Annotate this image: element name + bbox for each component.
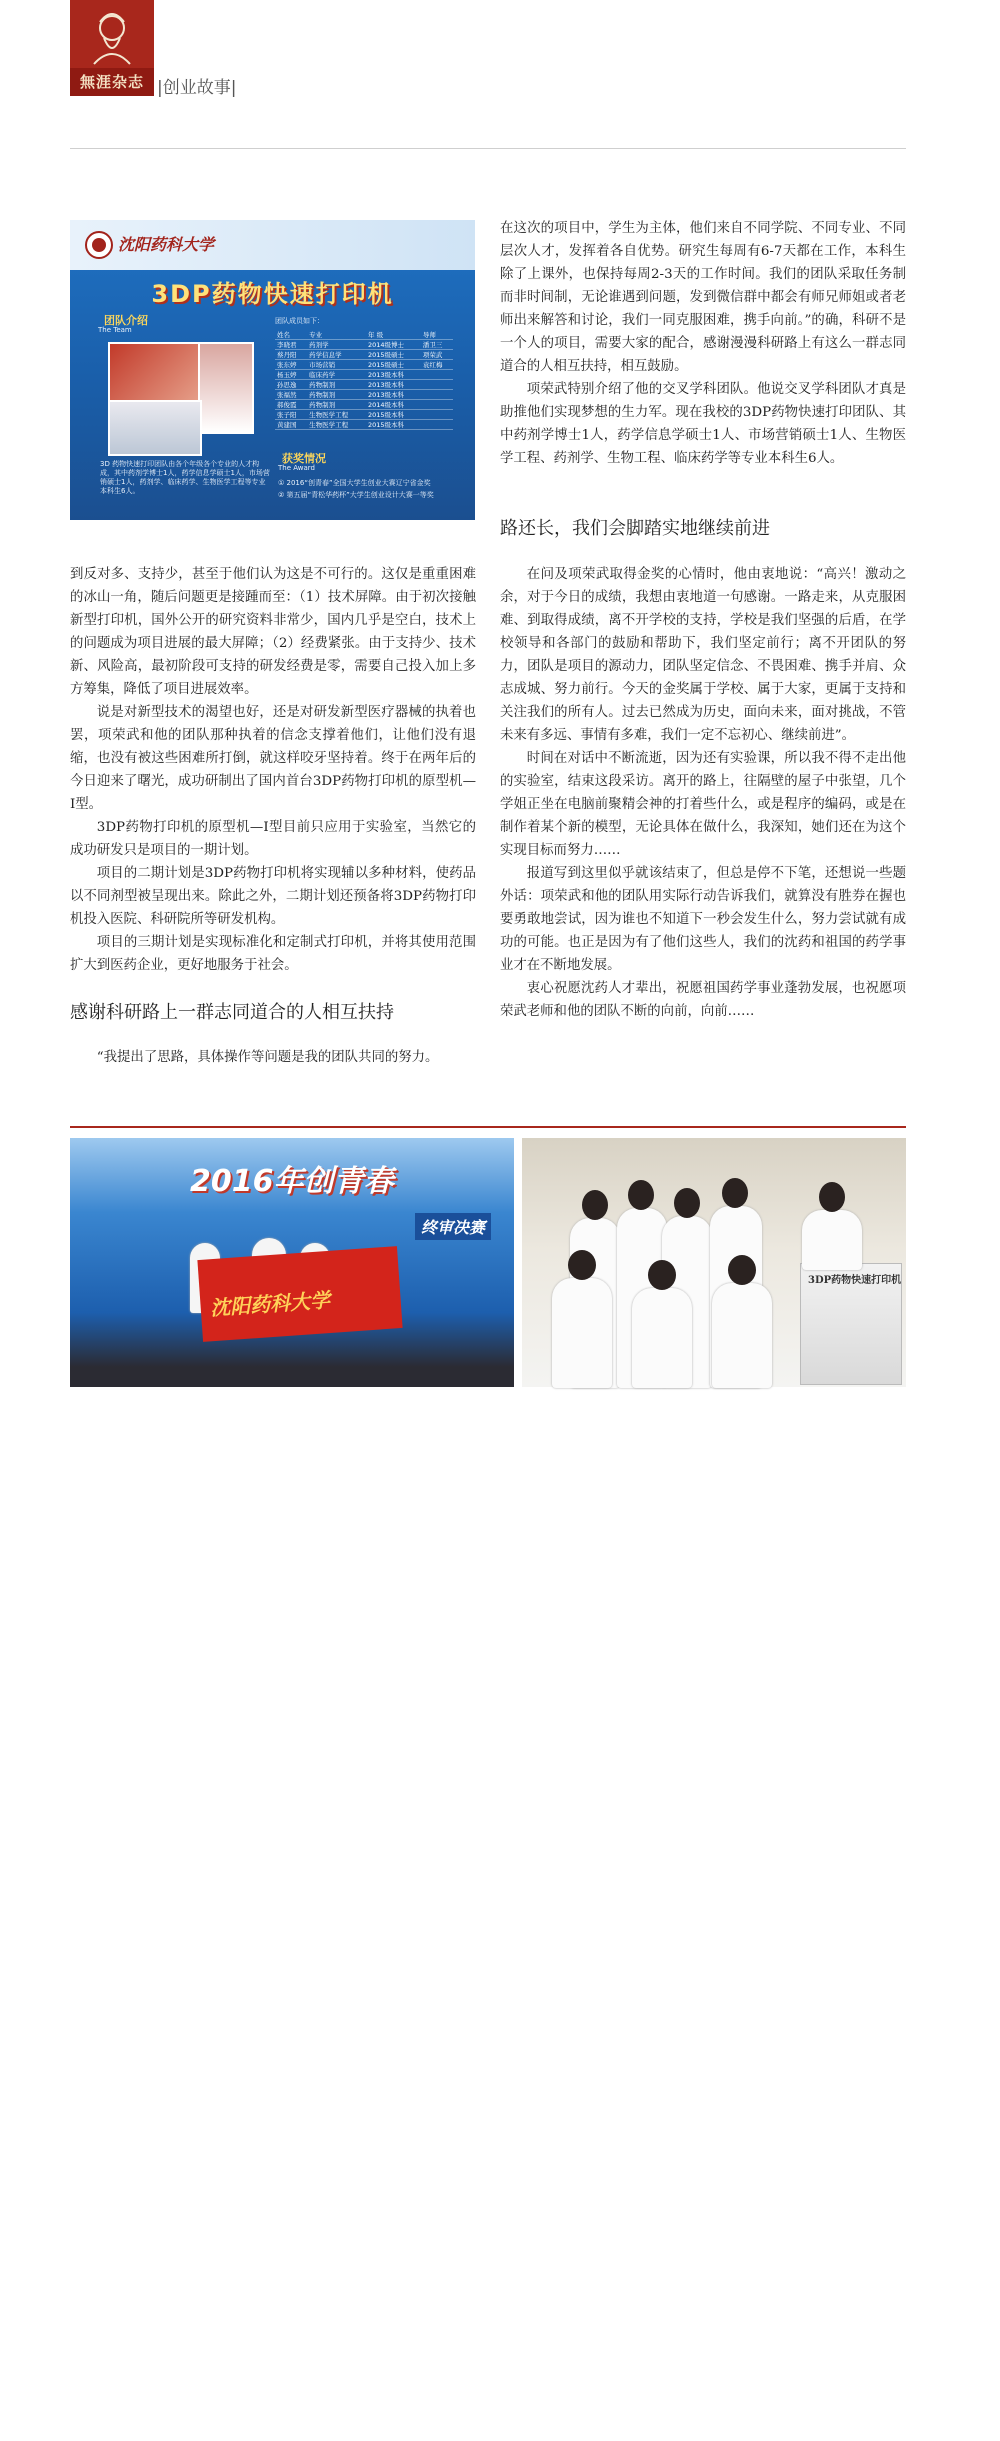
table-cell: 张子阳 bbox=[275, 410, 307, 420]
paragraph: 说是对新型技术的渴望也好，还是对研发新型医疗器械的执着也罢，项荣武和他的团队那种执着的信念支撑着他们，让他们没有退缩，也没有被这些困难所打倒，就这样咬牙坚持着。终于在两年后的今日迎来了曙光，成功研制出了国内首台3DP药物打印机的原型机—I型。 bbox=[70, 705, 476, 812]
team-photo bbox=[522, 1138, 906, 1387]
table-cell: 2013级本科 bbox=[366, 380, 421, 390]
table-row bbox=[275, 360, 453, 370]
table-cell: 项荣武 bbox=[421, 350, 453, 360]
table-cell: 张福然 bbox=[275, 390, 307, 400]
poster-award-heading-en: The Award bbox=[278, 464, 315, 472]
event-title: 2016年创青春 bbox=[190, 1164, 394, 1199]
table-row bbox=[275, 390, 453, 400]
bottom-divider bbox=[70, 1126, 906, 1128]
table-cell bbox=[421, 380, 453, 390]
table-cell: 孙思逸 bbox=[275, 380, 307, 390]
table-cell bbox=[421, 390, 453, 400]
poster-award-1: ① 2016“创青春”全国大学生创业大赛辽宁省金奖 bbox=[278, 479, 431, 487]
table-cell: 临床药学 bbox=[307, 370, 366, 380]
paragraph: 项荣武特别介绍了他的交叉学科团队。他说交叉学科团队才真是助推他们实现梦想的生力军。现在我校的3DP药物快速打印团队、其中药剂学博士1人，药学信息学硕士1人、市场营销硕士1人、生物医学工程、药剂学、生物工程、临床药学等专业本科生6人。 bbox=[500, 382, 906, 466]
table-cell bbox=[421, 400, 453, 410]
table-row bbox=[275, 410, 453, 420]
section-heading: 感谢科研路上一群志同道合的人相互扶持 bbox=[70, 1002, 394, 1023]
scholar-portrait-icon bbox=[88, 8, 136, 64]
table-cell: 2015级本科 bbox=[366, 410, 421, 420]
paragraph: 项目的三期计划是实现标准化和定制式打印机，并将其使用范围扩大到医药企业，更好地服务于社会。 bbox=[70, 935, 476, 973]
table-row bbox=[275, 400, 453, 410]
table-cell: 药剂学 bbox=[307, 340, 366, 350]
team-poster bbox=[70, 220, 475, 520]
header-divider bbox=[70, 148, 906, 149]
table-cell: 市场营销 bbox=[307, 360, 366, 370]
paragraph: 报道写到这里似乎就该结束了，但总是停不下笔，还想说一些题外话：项荣武和他的团队用实际行动告诉我们，就算没有胜券在握也要勇敢地尝试，因为谁也不知道下一秒会发生什么，努力尝试就有成功的可能。也正是因为有了他们这些人，我们的沈药和祖国的药学事业才在不断地发展。 bbox=[500, 866, 906, 973]
table-cell: 2015级硕士 bbox=[366, 350, 421, 360]
page-number: 42 bbox=[142, 2423, 162, 2441]
table-cell: 张东婷 bbox=[275, 360, 307, 370]
right-column bbox=[500, 563, 906, 1023]
poster-title: 3DP药物快速打印机 bbox=[151, 280, 394, 308]
table-cell: 潘卫三 bbox=[421, 340, 453, 350]
table-cell: 2015级本科 bbox=[366, 420, 421, 430]
logo-text: 無涯杂志 bbox=[79, 73, 144, 91]
table-row bbox=[275, 350, 453, 360]
poster-member-table bbox=[275, 330, 453, 430]
poster-team-heading: 团队介绍 bbox=[104, 314, 148, 327]
table-cell: 药学信息学 bbox=[307, 350, 366, 360]
person-head bbox=[628, 1180, 654, 1210]
quote-paragraph bbox=[70, 1046, 476, 1069]
competition-photo bbox=[70, 1138, 514, 2441]
table-cell: 袁红梅 bbox=[421, 360, 453, 370]
table-cell: 2015级硕士 bbox=[366, 360, 421, 370]
paragraph: 在问及项荣武取得金奖的心情时，他由衷地说：“高兴！激动之余，对于今日的成绩，我想由衷地道一句感谢。一路走来，从克服困难、到取得成绩，离不开学校的支持，学校是我们坚强的后盾，在学校领导和各部门的鼓励和帮助下，我们坚定前行；离不开团队的努力，团队是项目的源动力，团队坚定信念、不畏困难、携手并肩、众志成城、努力前行。今天的金奖属于学校、属于大家，更属于支持和关注我们的所有人。过去已然成为历史，面向未来，面对挑战，不管未来有多远、事情有多难，我们一定不忘初心、继续前进”。 bbox=[500, 567, 906, 743]
table-header-row bbox=[275, 330, 453, 340]
poster-members-heading: 团队成员如下： bbox=[275, 317, 324, 325]
person-head bbox=[674, 1188, 700, 1218]
person-head bbox=[728, 1255, 756, 1285]
table-row bbox=[275, 380, 453, 390]
paragraph: 在这次的项目中，学生为主体，他们来自不同学院、不同专业、不同层次人才，发挥着各自优势。研究生每周有6-7天都在工作，本科生除了上课外，也保持每周2-3天的工作时间。我们的团队采取任务制而非时间制，无论谁遇到问题，发到微信群中都会有师兄师姐或者老师出来解答和讨论，我们一同克服困难，携手向前。”的确，科研不是一个人的项目，需要大家的配合，感谢漫漫科研路上有这么一群志同道合的人相互扶持，相互鼓励。 bbox=[500, 221, 906, 374]
table-header: 姓名 bbox=[275, 330, 307, 340]
university-seal-icon bbox=[84, 230, 114, 260]
person bbox=[632, 1288, 692, 1388]
table-cell: 2014级本科 bbox=[366, 400, 421, 410]
table-cell: 杨玉婷 bbox=[275, 370, 307, 380]
table-cell: 生物医学工程 bbox=[307, 410, 366, 420]
table-cell: 郝俊霞 bbox=[275, 400, 307, 410]
paragraph: 3DP药物打印机的原型机—I型目前只应用于实验室，当然它的成功研发只是项目的一期计划。 bbox=[70, 820, 476, 858]
paragraph: 到反对多、支持少，甚至于他们认为这是不可行的。这仅是重重困难的冰山一角，随后问题更是接踵而至：（1）技术屏障。由于初次接触新型打印机，国外公开的研究资料非常少，国内几乎是空白，技术上的问题成为项目进展的最大屏障；（2）经费紧张。由于支持少、技术新、风险高，最初阶段可支持的研发经费是零，需要自己投入加上多方筹集，降低了项目进展效率。 bbox=[70, 567, 476, 697]
person-head bbox=[568, 1250, 596, 1280]
paragraph: 项目的二期计划是3DP药物打印机将实现辅以多种材料，使药品以不同剂型被呈现出来。除此之外，二期计划还预备将3DP药物打印机投入医院、科研院所等研发机构。 bbox=[70, 866, 476, 927]
banner-text: 沈阳药科大学 bbox=[209, 1287, 331, 1321]
table-cell: 药物制剂 bbox=[307, 390, 366, 400]
table-row bbox=[275, 340, 453, 350]
section-heading: 路还长，我们会脚踏实地继续前进 bbox=[500, 518, 770, 539]
table-row bbox=[275, 420, 453, 430]
right-column-top bbox=[500, 217, 906, 470]
section-label: |创业故事| bbox=[157, 78, 237, 98]
table-header: 年 级 bbox=[366, 330, 421, 340]
table-cell bbox=[421, 420, 453, 430]
poster-award-2: ② 第五届“青松华药杯”大学生创业设计大赛一等奖 bbox=[278, 491, 434, 499]
person bbox=[712, 1283, 772, 1388]
event-subtitle: 终审决赛 bbox=[415, 1213, 491, 1240]
table-cell bbox=[421, 410, 453, 420]
table-row bbox=[275, 370, 453, 380]
poster-school: 沈阳药科大学 bbox=[118, 235, 215, 254]
table-cell: 2013级本科 bbox=[366, 390, 421, 400]
paragraph: 衷心祝愿沈药人才辈出，祝愿祖国药学事业蓬勃发展，也祝愿项荣武老师和他的团队不断的向前，向前…… bbox=[500, 981, 906, 1019]
person bbox=[552, 1278, 612, 1388]
section-name: 创业故事 bbox=[162, 78, 231, 98]
poster-photo-lab bbox=[108, 342, 200, 406]
person-head bbox=[722, 1178, 748, 1208]
machine-label: 3DP药物快速打印机 bbox=[808, 1275, 902, 1286]
table-cell: 蔡丹阳 bbox=[275, 350, 307, 360]
poster-team-heading-en: The Team bbox=[98, 326, 132, 334]
paragraph: “我提出了思路，具体操作等问题是我的团队共同的努力。 bbox=[96, 1050, 439, 1065]
table-cell: 2014级博士 bbox=[366, 340, 421, 350]
person-head bbox=[648, 1260, 676, 1290]
magazine-logo bbox=[70, 0, 154, 96]
table-cell: 2013级本科 bbox=[366, 370, 421, 380]
person-head bbox=[819, 1182, 845, 1212]
table-cell: 黄建国 bbox=[275, 420, 307, 430]
poster-team-desc: 3D 药物快速打印团队由各个年级各个专业的人才构成，其中药剂学博士1人，药学信息学硕士1人，市场营销硕士1人，药剂学、临床药学、生物医学工程等专业本科生6人。 bbox=[100, 460, 270, 495]
table-header: 专业 bbox=[307, 330, 366, 340]
poster-photo-team bbox=[108, 400, 202, 456]
poster-award-heading: 获奖情况 bbox=[282, 452, 326, 465]
paragraph: 时间在对话中不断流逝，因为还有实验课，所以我不得不走出他的实验室，结束这段采访。离开的路上，往隔壁的屋子中张望，几个学姐正坐在电脑前聚精会神的打着些什么，或是程序的编码，或是在制作着某个新的模型，无论具体在做什么，我深知，她们还在为这个实现目标而努力…… bbox=[500, 751, 906, 858]
table-cell: 生物医学工程 bbox=[307, 420, 366, 430]
left-column bbox=[70, 563, 476, 977]
person bbox=[802, 1210, 862, 1270]
table-cell: 药物制剂 bbox=[307, 380, 366, 390]
person-head bbox=[582, 1190, 608, 1220]
table-cell bbox=[421, 370, 453, 380]
table-cell: 李晓君 bbox=[275, 340, 307, 350]
table-header: 导师 bbox=[421, 330, 453, 340]
poster-photo-award bbox=[198, 342, 254, 434]
table-cell: 药物制剂 bbox=[307, 400, 366, 410]
